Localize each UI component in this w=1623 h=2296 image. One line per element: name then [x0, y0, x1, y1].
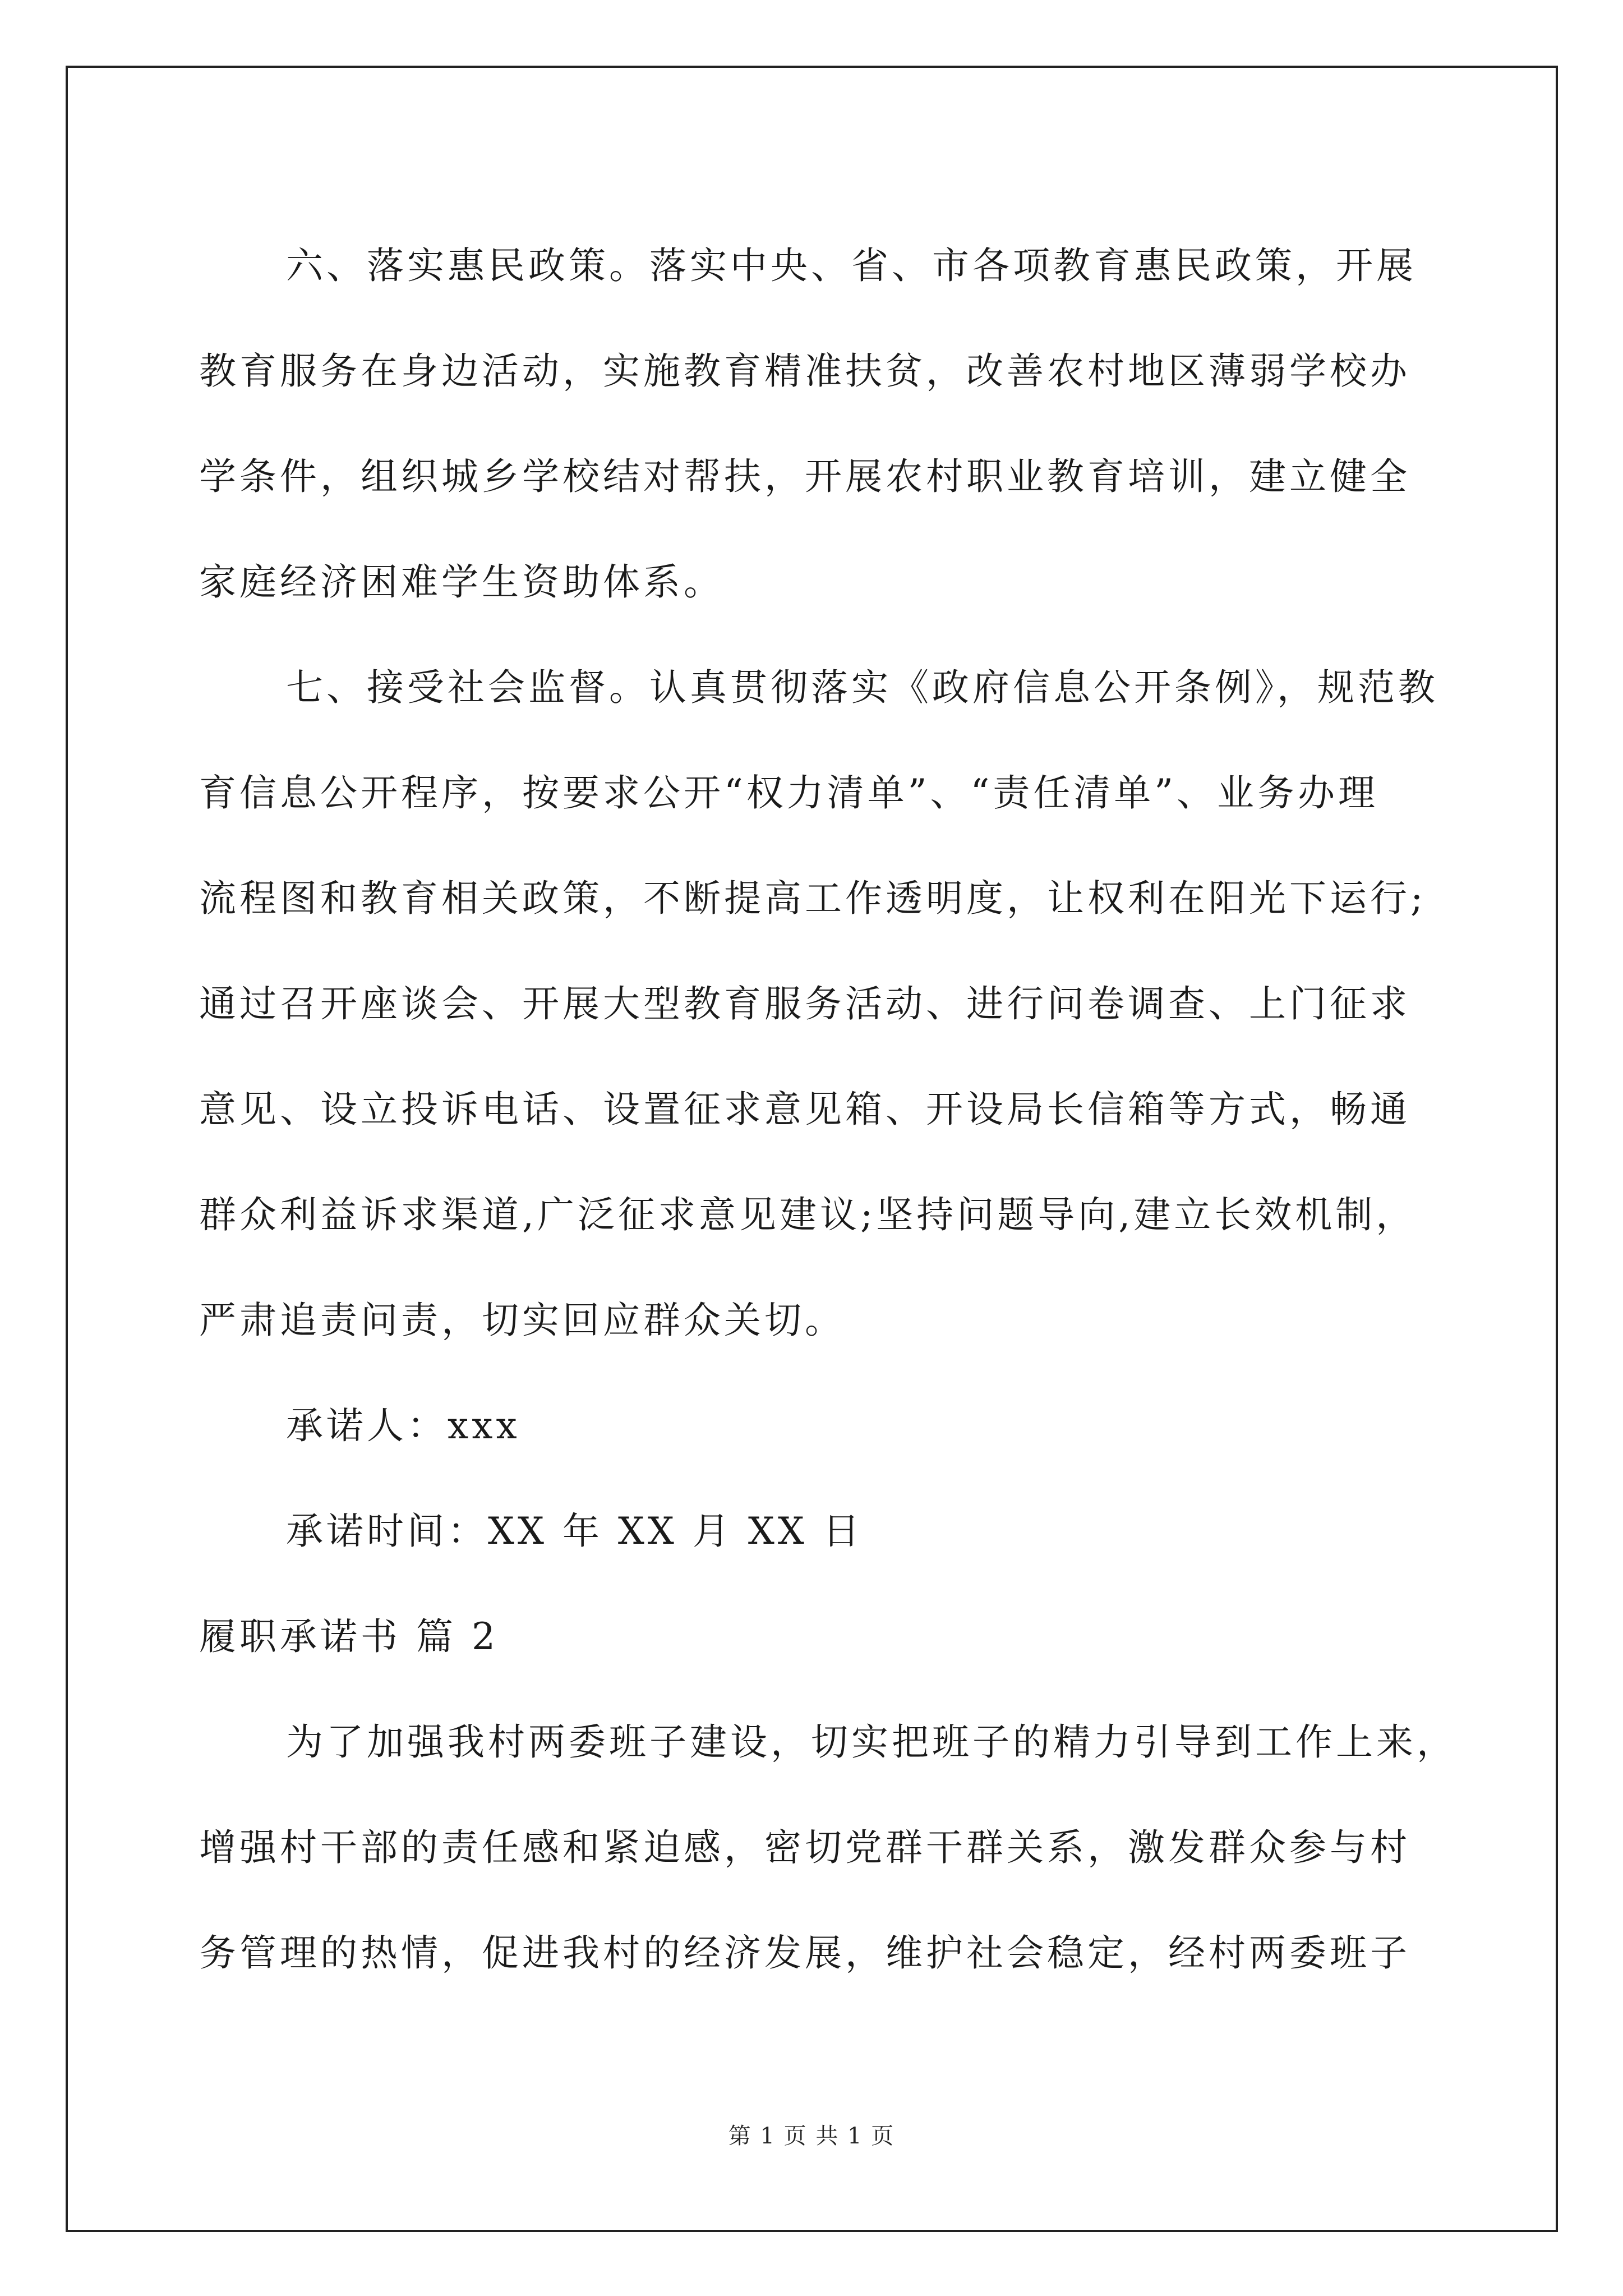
text-line: 家庭经济困难学生资助体系。	[199, 560, 724, 604]
document-body	[199, 213, 1461, 2006]
promise-date-line: 承诺时间：XX 年 XX 月 XX 日	[286, 1510, 863, 1553]
paragraph-seven	[199, 635, 1461, 1373]
intro-paragraph	[199, 1690, 1461, 2006]
text-line: 意见、设立投诉电话、设置征求意见箱、开设局长信箱等方式，畅通	[199, 1088, 1410, 1131]
text-line: 增强村干部的责任感和紧迫感，密切党群干群关系，激发群众参与村	[199, 1826, 1410, 1869]
text-line: 务管理的热情，促进我村的经济发展，维护社会稳定，经村两委班子	[199, 1931, 1410, 1975]
text-line: 严肃追责问责，切实回应群众关切。	[199, 1299, 845, 1342]
text-line: 群众利益诉求渠道,广泛征求意见建议;坚持问题导向,建立长效机制，	[199, 1193, 1417, 1236]
text-line: 为了加强我村两委班子建设，切实把班子的精力引导到工作上来，	[286, 1720, 1457, 1764]
promiser-line: 承诺人：xxx	[286, 1404, 520, 1447]
text-line: 教育服务在身边活动，实施教育精准扶贫，改善农村地区薄弱学校办	[199, 349, 1410, 393]
section-heading: 履职承诺书 篇 2	[199, 1615, 499, 1658]
page-footer: 第 1 页 共 1 页	[728, 2123, 895, 2149]
text-line: 六、落实惠民政策。落实中央、省、市各项教育惠民政策，开展	[286, 244, 1417, 287]
text-line: 育信息公开程序，按要求公开“权力清单”、“责任清单”、业务办理	[199, 771, 1378, 815]
text-line: 通过召开座谈会、开展大型教育服务活动、进行问卷调查、上门征求	[199, 982, 1410, 1025]
paragraph-six	[199, 213, 1461, 635]
text-line: 七、接受社会监督。认真贯彻落实《政府信息公开条例》，规范教	[286, 666, 1438, 709]
text-line: 流程图和教育相关政策，不断提高工作透明度，让权利在阳光下运行;	[199, 877, 1427, 920]
text-line: 学条件，组织城乡学校结对帮扶，开展农村职业教育培训，建立健全	[199, 455, 1410, 498]
